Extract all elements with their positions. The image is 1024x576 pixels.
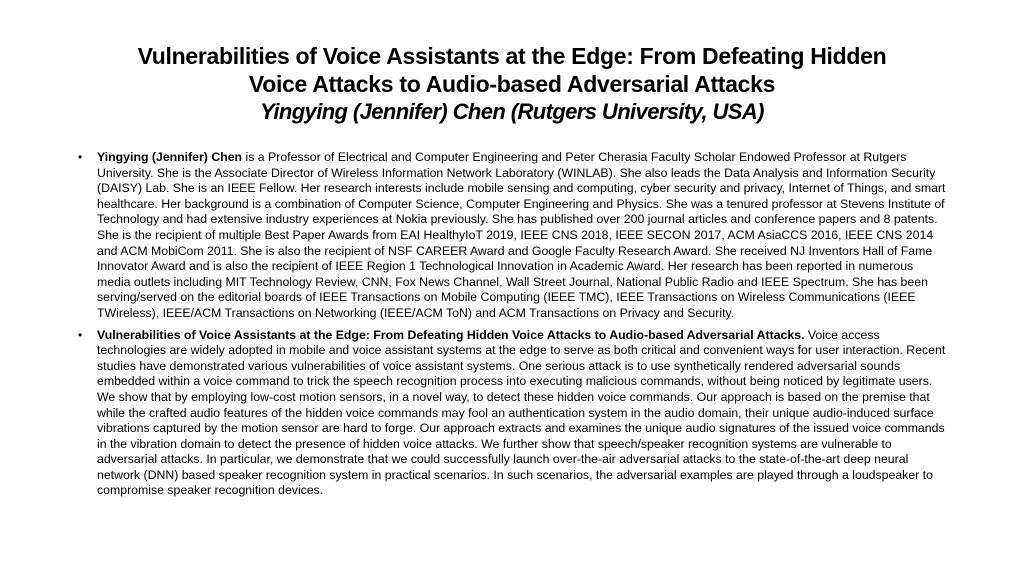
slide-title-line-2: Voice Attacks to Audio-based Adversarial Attacks xyxy=(248,71,776,97)
slide-subtitle: Yingying (Jennifer) Chen (Rutgers University, USA) xyxy=(260,99,764,124)
abstract-text: Voice access technologies are widely adopted in mobile and voice assistant systems at the edge to serve as both critical and convenient ways for user interaction. Recent studies have demonstrated various vulnerabilities of voice assistant systems. One serious attack is to use synthetically rendered adversarial sounds embedded within a voice command to trick the speech recognition process into executing malicious commands, without being noticed by legitimate users. We show that by employing low-cost motion sensors, in a novel way, to detect these hidden voice commands. Our approach is based on the premise that while the crafted audio features of the hidden voice commands may fool an authentication system in the audio domain, their unique audio-induced surface vibrations captured by the motion sensor are hard to forge. Our approach extracts and examines the unique audio signatures of the issued voice commands in the vibration domain to detect the presence of hidden voice attacks. We further show that speech/speaker recognition systems are vulnerable to adversarial attacks. In particular, we demonstrate that we could successfully launch over-the-air adversarial attacks to the state-of-the-art deep neural network (DNN) based speaker recognition system in practical scenarios. In such scenarios, the adversarial examples are played through a loudspeaker to compromise speaker recognition devices. xyxy=(97,327,946,498)
bullet-list xyxy=(78,150,946,499)
bullet-abstract xyxy=(78,328,946,500)
slide-title-line-1: Vulnerabilities of Voice Assistants at the Edge: From Defeating Hidden xyxy=(137,43,887,69)
abstract-title: Vulnerabilities of Voice Assistants at the Edge: From Defeating Hidden Voice Attacks to Audio-based Adversarial Attacks. xyxy=(97,327,805,342)
bullet-marker: • xyxy=(78,327,83,342)
bio-text: is a Professor of Electrical and Computer Engineering and Peter Cherasia Faculty Scholar Endowed Professor at Rutgers University. She is the Associate Director of Wireless Information Network Laboratory (WINLAB). She also leads the Data Analysis and Information Security (DAISY) Lab. She is an IEEE Fellow. Her research interests include mobile sensing and computing, cyber security and privacy, Internet of Things, and smart healthcare. Her background is a combination of Computer Science, Computer Engineering and Physics. She was a tenured professor at Stevens Institute of Technology and had extensive industry experiences at Nokia previously. She has published over 200 journal articles and conference papers and 8 patents. She is the recipient of multiple Best Paper Awards from EAI HealthyIoT 2019, IEEE CNS 2018, IEEE SECON 2017, ACM AsiaCCS 2016, IEEE CNS 2014 and ACM MobiCom 2011. She is also the recipient of NSF CAREER Award and Google Faculty Research Award. She received NJ Inventors Hall of Fame Innovator Award and is also the recipient of IEEE Region 1 Technological Innovation in Academic Award. Her research has been reported in numerous media outlets including MIT Technology Review, CNN, Fox News Channel, Wall Street Journal, National Public Radio and IEEE Spectrum. She has been serving/served on the editorial boards of IEEE Transactions on Mobile Computing (IEEE TMC), IEEE Transactions on Wireless Communications (IEEE TWireless), IEEE/ACM Transactions on Networking (IEEE/ACM ToN) and ACM Transactions on Privacy and Security. xyxy=(97,150,946,320)
title-block xyxy=(78,42,946,126)
bullet-marker: • xyxy=(78,150,83,164)
bio-name: Yingying (Jennifer) Chen xyxy=(97,150,243,164)
bullet-bio xyxy=(78,150,946,322)
